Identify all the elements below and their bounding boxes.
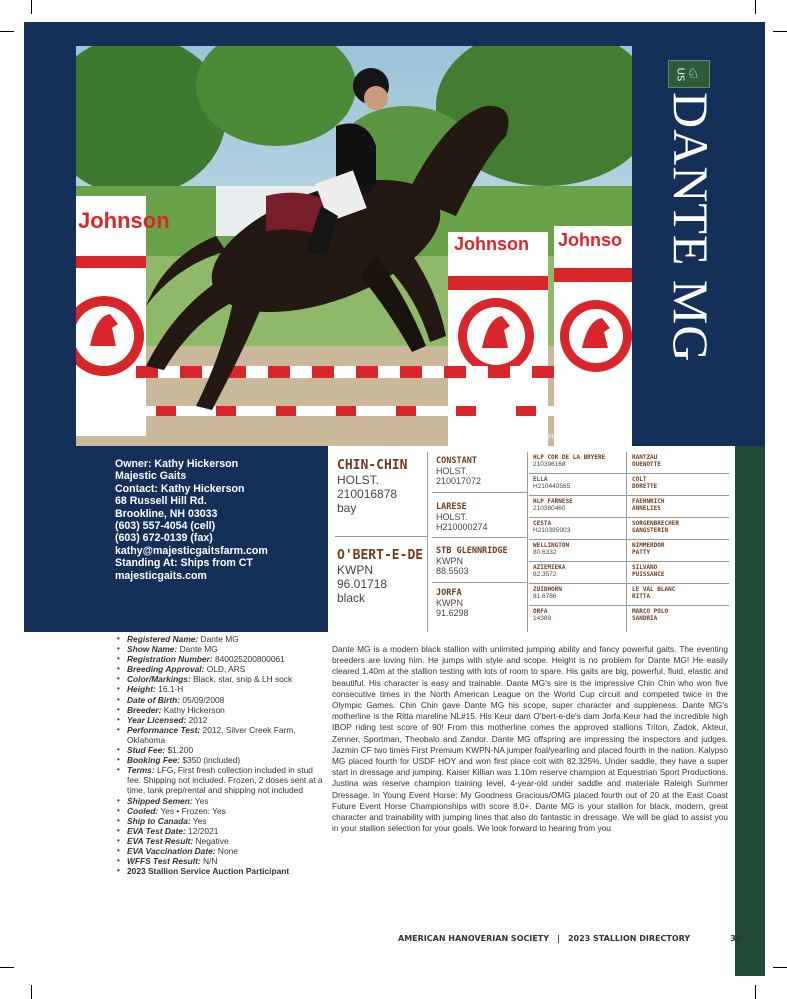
gg-grandparent-name: NIMMERDOR <box>632 542 665 549</box>
detail-row <box>115 806 325 816</box>
great-grandparent-reg: 210380460 <box>533 505 566 512</box>
great-grandparent <box>533 476 623 490</box>
great-grandparent-name: ORFA <box>533 608 548 615</box>
logo-text: US <box>674 67 686 82</box>
gg-grandparent-pair <box>632 586 730 600</box>
detail-label: Breeding Approval: <box>127 664 205 675</box>
detail-value: 840025200800061 <box>212 654 285 665</box>
detail-value: 2012, Silver Creek Farm, Oklahoma <box>127 724 296 745</box>
gg-grandparent-name: PUISSANCE <box>632 571 665 578</box>
gg-grandparent-pair <box>632 520 730 534</box>
gg-grandparent-name: SANDRIA <box>632 615 658 622</box>
grandparent-breed: HOLST. <box>436 512 468 522</box>
owner-line: Contact: Kathy Hickerson <box>115 482 245 495</box>
owner-email[interactable]: kathy@majesticgaitsfarm.com <box>115 544 268 557</box>
grandparent-breed: KWPN <box>436 556 463 566</box>
page-number: 35 <box>730 934 742 943</box>
pedigree-divider <box>626 452 627 632</box>
gg-grandparent-pair <box>632 454 730 468</box>
detail-label: Cooled: <box>127 805 159 816</box>
detail-row <box>115 695 325 705</box>
detail-label: EVA Test Result: <box>127 835 194 846</box>
pedigree-chart <box>330 452 735 632</box>
great-grandparent <box>533 564 623 578</box>
great-grandparent-name: HLP FARNESE <box>533 498 573 505</box>
detail-label: Show Name: <box>127 644 178 655</box>
detail-label: Ship to Canada: <box>127 815 191 826</box>
gg-grandparent-name: SILVANO <box>632 564 658 571</box>
great-grandparent-reg: 81.6786 <box>533 593 557 600</box>
detail-value: Dante MG <box>177 644 218 655</box>
pedigree-divider <box>529 495 729 496</box>
detail-value: N/N <box>200 856 218 867</box>
detail-label: Shipped Semen: <box>127 795 193 806</box>
sire-name: CHIN-CHIN <box>337 458 408 473</box>
sire-breed: HOLST. <box>337 473 380 487</box>
gg-grandparent-pair <box>632 564 730 578</box>
detail-row <box>115 715 325 725</box>
svg-text:Johnson: Johnson <box>454 234 529 254</box>
great-grandparent <box>533 498 623 512</box>
owner-line: Owner: Kathy Hickerson <box>115 458 239 470</box>
detail-label: EVA Test Date: <box>127 825 186 836</box>
ahs-logo <box>668 60 710 88</box>
grandparent-name: LARESE <box>436 502 467 512</box>
gg-grandparent-pair <box>632 476 730 490</box>
detail-label: Date of Birth: <box>127 694 181 705</box>
great-grandparent-reg: H210385903 <box>533 527 571 534</box>
detail-row <box>115 846 325 856</box>
photo-credit: Photo by Sportfot <box>548 434 601 441</box>
detail-value: 12/2021 <box>185 825 219 836</box>
gg-grandparent-name: GANGSTERIN <box>632 527 669 534</box>
pedigree-divider <box>527 452 528 632</box>
gg-grandparent-name: MARCO POLO <box>632 608 669 615</box>
detail-value: OLD, ARS <box>204 664 246 675</box>
grandparent-reg: 210017072 <box>436 476 482 486</box>
detail-label: Height: <box>127 684 156 695</box>
pedigree-divider <box>432 492 527 493</box>
pedigree-divider <box>529 605 729 606</box>
dam-name: O'BERT-E-DE <box>337 548 424 563</box>
detail-label: WFFS Test Result: <box>127 856 201 867</box>
detail-label: Color/Markings: <box>127 674 191 685</box>
detail-value: $1,200 <box>165 745 194 756</box>
footer-society: AMERICAN HANOVERIAN SOCIETY <box>398 934 550 943</box>
pedigree-divider <box>427 452 428 632</box>
stallion-title: DANTE MG <box>663 92 719 363</box>
stallion-photo <box>76 46 632 446</box>
detail-row <box>115 796 325 806</box>
grandparent <box>436 502 526 532</box>
gg-grandparent-name: PATTY <box>632 549 651 556</box>
detail-row <box>115 826 325 836</box>
detail-row <box>115 674 325 684</box>
detail-row <box>115 745 325 755</box>
detail-row <box>115 725 325 745</box>
svg-text:Johnson: Johnson <box>78 208 170 233</box>
great-grandparent-name: ZUIDHORN <box>533 586 562 593</box>
dam-reg: 96.01718 <box>337 577 388 591</box>
detail-value: Black, star, snip & LH sock <box>190 674 293 685</box>
detail-row <box>115 836 325 846</box>
owner-phone-fax: (603) 672-0139 (fax) <box>115 532 213 545</box>
owner-website[interactable]: majesticgaits.com <box>115 569 207 582</box>
stallion-description: Dante MG is a modern black stallion with unlimited jumping ability and fancy powerful gaits. The eventing breeders are loving him. He jumps with style and scope. Height is no problem for Dante MG! He easily cleared 1.40m at the stallion testing with lots of room to spare. His gaits are big, powerful, fluid, elastic and beautiful. His character is easy and trainable. Dante MG's sire is the impressive Chin Chin who won five consecutive times in the North American League on the World Cup circuit and competed twice in the Olympic Games. Chin Chin gave Dante MG his scope, super character and suppleness. Dante MG's motherline is the Ritta mareline NL#15. His Keur dam O'bert-e-de's dam Jorfa Keur had the incredible high IBOP riding test score of 90! From this motherline comes the approved stallions Triton, Zadok, Akteur, Zenner, Sportman, Theobalo and Zandor. Dante MG offspring are impressing the inspectors and judges. Jazmin CF two times First Premium KWPN-NA jumper foal/yearling and placed fourth in the nation. Kalypso MG placed fourth for USDF HOY and won first place colt with 82.325%. Under saddle, they have a super start in dressage and jumping. Kaiser Killian was 1.10m reserve champion at Equestrian Sport Productions. Justina was reserve champion training level, 4-year-old under saddle and materiale Raleigh Summer Dressage. In Young Event Horse: My Goodness Gracious/OMG placed fourth out of 20 at the East Coast Future Event Horse Championships with score 8.0+. Dante MG is your stallion for black, modern, great character and trainability with jumping lines that also do fantastic in dressage. We will be glad to assist you in your stallion selection for your goals. We look forward to hearing from you <box>332 644 728 834</box>
great-grandparent-reg: 82.3572 <box>533 571 557 578</box>
detail-label: Performance Test: <box>127 724 201 735</box>
grandparent-breed: KWPN <box>436 598 463 608</box>
grandparent-name: CONSTANT <box>436 456 477 466</box>
great-grandparent-name: CESTA <box>533 520 552 527</box>
grandparent-name: JORFA <box>436 588 462 598</box>
detail-label: Terms: <box>127 765 155 776</box>
crop-mark <box>755 985 756 999</box>
owner-contact <box>115 458 325 582</box>
detail-label: Stud Fee: <box>127 745 166 756</box>
great-grandparent <box>533 608 623 622</box>
owner-line: 68 Russell Hill Rd. <box>115 495 207 508</box>
gg-grandparent-name: RANTZAU <box>632 454 658 461</box>
gg-grandparent-pair <box>632 498 730 512</box>
footer-directory: 2023 STALLION DIRECTORY <box>567 934 691 943</box>
detail-value: Kathy Hickerson <box>161 704 225 715</box>
stallion-title-wrap <box>663 92 719 392</box>
side-strip <box>735 446 765 976</box>
detail-row <box>115 816 325 826</box>
detail-value: Yes <box>190 815 207 826</box>
detail-row <box>115 684 325 694</box>
great-grandparent-name: HLP COR DE LA BRYERE <box>533 454 606 461</box>
detail-label: Registration Number: <box>127 654 213 665</box>
owner-line: Brookline, NH 03033 <box>115 507 218 520</box>
gg-grandparent-name: COLT <box>632 476 647 483</box>
crop-mark <box>0 31 14 32</box>
gg-grandparent-name: LE VAL BLANC <box>632 586 676 593</box>
great-grandparent-reg: 80.6332 <box>533 549 557 556</box>
detail-row <box>115 664 325 674</box>
gg-grandparent-name: DORETTE <box>632 483 658 490</box>
great-grandparent <box>533 520 623 534</box>
gg-grandparent-name: RITTA <box>632 593 651 600</box>
owner-phone-cell: (603) 557-4054 (cell) <box>115 520 216 533</box>
stallion-details <box>115 634 325 876</box>
crop-mark <box>31 985 32 999</box>
gg-grandparent-name: ANNELIES <box>632 505 661 512</box>
detail-label: Year Licensed: <box>127 714 187 725</box>
grandparent <box>436 456 526 486</box>
great-grandparent-name: WELLINGTON <box>533 542 570 549</box>
detail-value: Yes <box>192 795 209 806</box>
detail-value: 2012 <box>186 714 208 725</box>
pedigree-divider <box>529 517 729 518</box>
crop-mark <box>773 31 787 32</box>
crop-mark <box>0 967 14 968</box>
grandparent-reg: 88.5503 <box>436 566 469 576</box>
footer-separator: | <box>557 934 560 943</box>
pedigree-divider <box>335 536 427 537</box>
grandparent-reg: 91.6298 <box>436 608 469 618</box>
grandparent-reg: H210000274 <box>436 522 488 532</box>
grandparent-breed: HOLST. <box>436 466 468 476</box>
detail-row <box>115 654 325 664</box>
pedigree-divider <box>529 539 729 540</box>
detail-label: Breeder: <box>127 704 162 715</box>
great-grandparent-reg: 14389 <box>533 615 552 622</box>
great-grandparent-name: ELLA <box>533 476 548 483</box>
detail-value: None <box>215 845 238 856</box>
grandparent <box>436 588 526 618</box>
detail-row <box>115 634 325 644</box>
detail-label: Booking Fee: <box>127 755 181 766</box>
sire-color: bay <box>337 501 357 515</box>
sire-reg: 210016878 <box>337 487 398 501</box>
great-grandparent-name: AZIEMIEKA <box>533 564 566 571</box>
page-footer <box>398 934 741 943</box>
grandparent <box>436 546 526 576</box>
detail-value: Dante MG <box>198 634 239 644</box>
grandparent-name: STB GLENNRIDGE <box>436 546 508 556</box>
detail-value: Negative <box>193 835 229 846</box>
detail-value: Yes • Frozen: Yes <box>158 805 226 816</box>
pedigree-divider <box>529 561 729 562</box>
gg-grandparent-pair <box>632 608 730 622</box>
detail-row <box>115 856 325 866</box>
great-grandparent <box>533 586 623 600</box>
detail-label: EVA Vaccination Date: <box>127 845 216 856</box>
detail-row <box>115 644 325 654</box>
pedigree-divider <box>432 582 527 583</box>
pedigree-sire <box>337 458 427 515</box>
horse-logo-icon: ♘ <box>687 65 700 81</box>
detail-label: Registered Name: <box>127 634 199 644</box>
detail-value: LFG, First fresh collection included in stud fee. Shipping not included. Frozen, 2 doses sent at a time, tank prep/rental and shipping not included <box>127 765 323 796</box>
detail-value: 16.1-H <box>155 684 184 695</box>
detail-row <box>115 705 325 715</box>
crop-mark <box>755 0 756 14</box>
pedigree-divider <box>529 473 729 474</box>
crop-mark <box>773 967 787 968</box>
pedigree-divider <box>529 583 729 584</box>
detail-row <box>115 765 325 795</box>
great-grandparent <box>533 542 623 556</box>
pedigree-dam <box>337 548 432 605</box>
gg-grandparent-name: OUENOTTE <box>632 461 661 468</box>
great-grandparent-reg: 210396168 <box>533 461 566 468</box>
svg-text:Johnso: Johnso <box>558 230 623 250</box>
owner-line: Majestic Gaits <box>115 470 187 483</box>
gg-grandparent-name: FAEHNRICH <box>632 498 665 505</box>
great-grandparent-reg: H210440565 <box>533 483 571 490</box>
gg-grandparent-name: SORGENBRECHER <box>632 520 679 527</box>
crop-mark <box>31 0 32 14</box>
great-grandparent <box>533 454 623 468</box>
auction-participant: • 2023 Stallion Service Auction Participant <box>115 866 325 876</box>
gg-grandparent-pair <box>632 542 730 556</box>
pedigree-divider <box>432 537 527 538</box>
dam-breed: KWPN <box>337 563 373 577</box>
dam-color: black <box>337 591 366 605</box>
owner-line: Standing At: Ships from CT <box>115 557 253 570</box>
detail-value: 05/09/2008 <box>180 694 225 705</box>
detail-value: $350 (included) <box>180 755 241 766</box>
detail-row <box>115 755 325 765</box>
